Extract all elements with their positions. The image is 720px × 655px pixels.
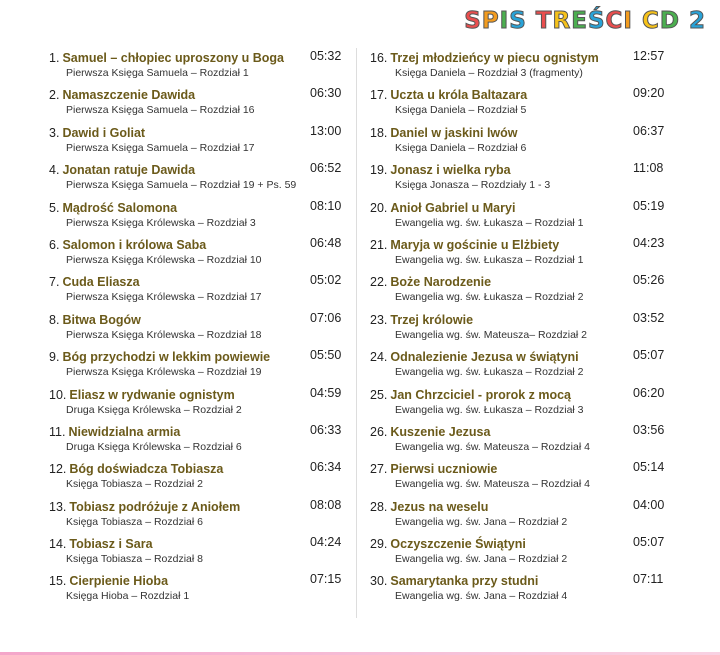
track-header-row: [370, 572, 665, 590]
track-number: 26.: [370, 424, 388, 439]
track-title: Jonasz i wielka ryba: [390, 163, 511, 178]
track-duration: 05:19: [633, 198, 665, 213]
track-title: Salomon i królowa Saba: [62, 237, 207, 252]
track-header-row: [370, 423, 665, 441]
track-item: [370, 348, 665, 385]
track-title: Bitwa Bogów: [62, 312, 141, 327]
track-source: Ewangelia wg. św. Jana – Rozdział 4: [395, 590, 568, 603]
track-duration: 05:07: [633, 348, 665, 363]
track-header-row: [49, 49, 349, 67]
track-duration: 06:48: [310, 235, 342, 250]
track-duration: 04:59: [310, 385, 342, 400]
track-number: 10.: [49, 387, 67, 402]
track-title: Anioł Gabriel u Maryi: [390, 200, 516, 215]
track-item: [49, 86, 349, 123]
track-header-row: [370, 460, 665, 478]
track-source: Księga Tobiasza – Rozdział 8: [66, 553, 203, 566]
track-duration: 06:20: [633, 385, 665, 400]
track-item: [370, 311, 665, 348]
track-title: Uczta u króla Baltazara: [390, 88, 528, 103]
track-number: 19.: [370, 163, 388, 178]
track-source: Ewangelia wg. św. Łukasza – Rozdział 2: [395, 366, 584, 379]
title-letter: 2: [688, 8, 706, 34]
track-duration: 06:30: [310, 86, 342, 101]
track-header-row: [370, 86, 665, 104]
track-column-right: [370, 49, 665, 610]
track-number: 28.: [370, 499, 388, 514]
track-title: Boże Narodzenie: [390, 275, 492, 290]
track-title: Tobiasz i Sara: [69, 537, 153, 552]
track-source: Ewangelia wg. św. Łukasza – Rozdział 1: [395, 253, 584, 266]
title-letter: [680, 8, 689, 34]
track-source: Pierwsza Księga Samuela – Rozdział 17: [66, 141, 255, 154]
track-number: 27.: [370, 462, 388, 477]
track-title: Cierpienie Hioba: [69, 574, 169, 589]
track-header-row: [370, 498, 665, 516]
track-duration: 11:08: [633, 161, 664, 176]
track-header-row: [49, 460, 349, 478]
track-header-row: [49, 236, 349, 254]
title-letter: E: [571, 8, 588, 34]
track-source: Ewangelia wg. św. Jana – Rozdział 2: [395, 515, 568, 528]
track-source: Pierwsza Księga Królewska – Rozdział 18: [66, 328, 262, 341]
track-source: Ewangelia wg. św. Mateusza– Rozdział 2: [395, 328, 588, 341]
track-duration: 04:23: [633, 235, 665, 250]
track-item: [370, 273, 665, 310]
track-source: Ewangelia wg. św. Mateusza – Rozdział 4: [395, 478, 590, 491]
track-duration: 12:57: [633, 49, 665, 63]
track-title: Samarytanka przy studni: [390, 574, 539, 589]
track-item: [49, 124, 349, 161]
track-title: Kuszenie Jezusa: [390, 424, 491, 439]
track-duration: 06:37: [633, 123, 665, 138]
track-item: [49, 236, 349, 273]
track-header-row: [49, 423, 349, 441]
track-source: Księga Daniela – Rozdział 3 (fragmenty): [395, 67, 583, 79]
track-duration: 05:14: [633, 460, 665, 475]
track-header-row: [370, 348, 665, 366]
track-item: [370, 498, 665, 535]
track-item: [49, 273, 349, 310]
track-duration: 05:50: [310, 348, 342, 363]
track-header-row: [370, 161, 665, 179]
track-duration: 13:00: [310, 123, 342, 138]
track-item: [49, 498, 349, 535]
track-item: [49, 311, 349, 348]
track-source: Księga Tobiasza – Rozdział 2: [66, 478, 203, 491]
track-header-row: [370, 386, 665, 404]
track-item: [370, 423, 665, 460]
title-letter: [527, 8, 536, 34]
track-header-row: [49, 572, 349, 590]
track-number: 1.: [49, 51, 60, 65]
track-source: Pierwsza Księga Samuela – Rozdział 1: [66, 67, 249, 79]
track-title: Trzej królowie: [390, 312, 474, 327]
track-item: [370, 161, 665, 198]
track-duration: 04:24: [310, 535, 342, 550]
track-header-row: [49, 124, 349, 142]
track-duration: 03:52: [633, 310, 665, 325]
track-header-row: [49, 311, 349, 329]
track-column-left: [49, 49, 349, 610]
title-letter: [633, 8, 642, 34]
track-item: [49, 386, 349, 423]
track-item: [370, 460, 665, 497]
track-header-row: [370, 199, 665, 217]
track-title: Samuel – chłopiec uproszony u Boga: [62, 51, 285, 65]
track-header-row: [370, 535, 665, 553]
title-letter: R: [552, 8, 572, 34]
track-number: 7.: [49, 275, 60, 290]
track-header-row: [49, 386, 349, 404]
track-number: 3.: [49, 125, 60, 140]
track-title: Namaszczenie Dawida: [62, 88, 196, 103]
track-number: 8.: [49, 312, 60, 327]
track-number: 14.: [49, 537, 67, 552]
track-source: Ewangelia wg. św. Łukasza – Rozdział 1: [395, 216, 584, 229]
track-title: Trzej młodzieńcy w piecu ognistym: [390, 51, 599, 65]
track-item: [49, 572, 349, 609]
track-number: 4.: [49, 163, 60, 178]
track-header-row: [370, 49, 665, 67]
track-header-row: [370, 311, 665, 329]
track-item: [49, 535, 349, 572]
track-item: [49, 460, 349, 497]
track-title: Cuda Eliasza: [62, 275, 140, 290]
track-source: Księga Jonasza – Rozdziały 1 - 3: [395, 179, 551, 192]
track-source: Ewangelia wg. św. Łukasza – Rozdział 3: [395, 403, 584, 416]
track-item: [49, 423, 349, 460]
track-source: Księga Hioba – Rozdział 1: [66, 590, 190, 603]
track-number: 21.: [370, 237, 388, 252]
track-duration: 07:11: [633, 572, 664, 587]
track-source: Pierwsza Księga Samuela – Rozdział 16: [66, 104, 255, 117]
track-header-row: [49, 535, 349, 553]
track-source: Pierwsza Księga Królewska – Rozdział 19: [66, 366, 262, 379]
track-number: 17.: [370, 88, 388, 103]
track-source: Druga Księga Królewska – Rozdział 2: [66, 403, 242, 416]
title-letter: S: [509, 8, 527, 34]
track-source: Ewangelia wg. św. Łukasza – Rozdział 2: [395, 291, 584, 304]
track-title: Mądrość Salomona: [62, 200, 178, 215]
title-letter: T: [535, 8, 553, 34]
track-source: Druga Księga Królewska – Rozdział 6: [66, 440, 242, 453]
track-number: 15.: [49, 574, 67, 589]
track-source: Pierwsza Księga Królewska – Rozdział 17: [66, 291, 262, 304]
track-title: Maryja w gościnie u Elżbiety: [390, 237, 560, 252]
track-number: 24.: [370, 350, 388, 365]
track-item: [370, 124, 665, 161]
track-title: Oczyszczenie Świątyni: [390, 537, 526, 552]
title-letter: S: [464, 8, 482, 34]
track-number: 25.: [370, 387, 388, 402]
track-title: Dawid i Goliat: [62, 125, 146, 140]
track-number: 9.: [49, 350, 60, 365]
title-letter: C: [641, 8, 660, 34]
track-number: 30.: [370, 574, 388, 589]
track-header-row: [370, 236, 665, 254]
title-letter: I: [499, 8, 510, 34]
track-item: [370, 386, 665, 423]
track-source: Księga Daniela – Rozdział 6: [395, 141, 527, 154]
track-item: [49, 348, 349, 385]
track-duration: 07:06: [310, 310, 342, 325]
track-header-row: [370, 273, 665, 291]
track-header-row: [49, 348, 349, 366]
track-number: 22.: [370, 275, 388, 290]
track-title: Bóg doświadcza Tobiasza: [69, 462, 224, 477]
track-number: 12.: [49, 462, 67, 477]
track-duration: 06:52: [310, 161, 342, 176]
track-number: 11.: [49, 424, 66, 439]
track-item: [49, 49, 349, 86]
track-source: Księga Daniela – Rozdział 5: [395, 104, 527, 117]
track-source: Pierwsza Księga Samuela – Rozdział 19 + Ps. 59: [66, 179, 297, 192]
track-duration: 05:07: [633, 535, 665, 550]
track-source: Pierwsza Księga Królewska – Rozdział 10: [66, 253, 262, 266]
track-title: Jezus na weselu: [390, 499, 489, 514]
track-item: [370, 49, 665, 86]
track-title: Bóg przychodzi w lekkim powiewie: [62, 350, 271, 365]
track-item: [370, 199, 665, 236]
track-number: 29.: [370, 537, 388, 552]
track-source: Ewangelia wg. św. Mateusza – Rozdział 4: [395, 440, 590, 453]
title-letter: C: [605, 8, 624, 34]
track-number: 2.: [49, 88, 60, 103]
track-header-row: [49, 199, 349, 217]
title-letter: Ś: [587, 8, 606, 34]
title-letter: P: [481, 8, 500, 34]
track-header-row: [49, 273, 349, 291]
track-duration: 06:33: [310, 422, 342, 437]
track-number: 20.: [370, 200, 388, 215]
track-item: [49, 161, 349, 198]
track-duration: 05:26: [633, 273, 665, 288]
track-duration: 05:02: [310, 273, 342, 288]
track-header-row: [49, 161, 349, 179]
track-number: 6.: [49, 237, 60, 252]
track-item: [370, 572, 665, 609]
track-duration: 08:10: [310, 198, 342, 213]
track-title: Niewidzialna armia: [68, 424, 181, 439]
track-number: 5.: [49, 200, 60, 215]
track-duration: 03:56: [633, 422, 665, 437]
column-divider: [356, 48, 357, 618]
track-duration: 08:08: [310, 497, 342, 512]
track-number: 18.: [370, 125, 388, 140]
title-letter: D: [659, 8, 680, 34]
track-source: Księga Tobiasza – Rozdział 6: [66, 515, 203, 528]
track-item: [370, 535, 665, 572]
track-duration: 06:34: [310, 460, 342, 475]
track-title: Daniel w jaskini lwów: [390, 125, 518, 140]
track-title: Jonatan ratuje Dawida: [62, 163, 196, 178]
track-number: 13.: [49, 499, 67, 514]
track-duration: 04:00: [633, 497, 665, 512]
track-item: [370, 236, 665, 273]
track-number: 23.: [370, 312, 388, 327]
track-title: Pierwsi uczniowie: [390, 462, 498, 477]
track-number: 16.: [370, 51, 388, 65]
title-letter: I: [623, 8, 633, 34]
track-item: [370, 86, 665, 123]
track-title: Eliasz w rydwanie ognistym: [69, 387, 235, 402]
track-header-row: [49, 86, 349, 104]
track-header-row: [370, 124, 665, 142]
track-duration: 07:15: [310, 572, 342, 587]
track-title: Odnalezienie Jezusa w świątyni: [390, 350, 579, 365]
track-duration: 09:20: [633, 86, 665, 101]
track-title: Jan Chrzciciel - prorok z mocą: [390, 387, 571, 402]
track-duration: 05:32: [310, 49, 342, 63]
track-title: Tobiasz podróżuje z Aniołem: [69, 499, 241, 514]
track-header-row: [49, 498, 349, 516]
track-item: [49, 199, 349, 236]
track-source: Ewangelia wg. św. Jana – Rozdział 2: [395, 553, 568, 566]
page-title: [464, 8, 706, 34]
track-source: Pierwsza Księga Królewska – Rozdział 3: [66, 216, 256, 229]
